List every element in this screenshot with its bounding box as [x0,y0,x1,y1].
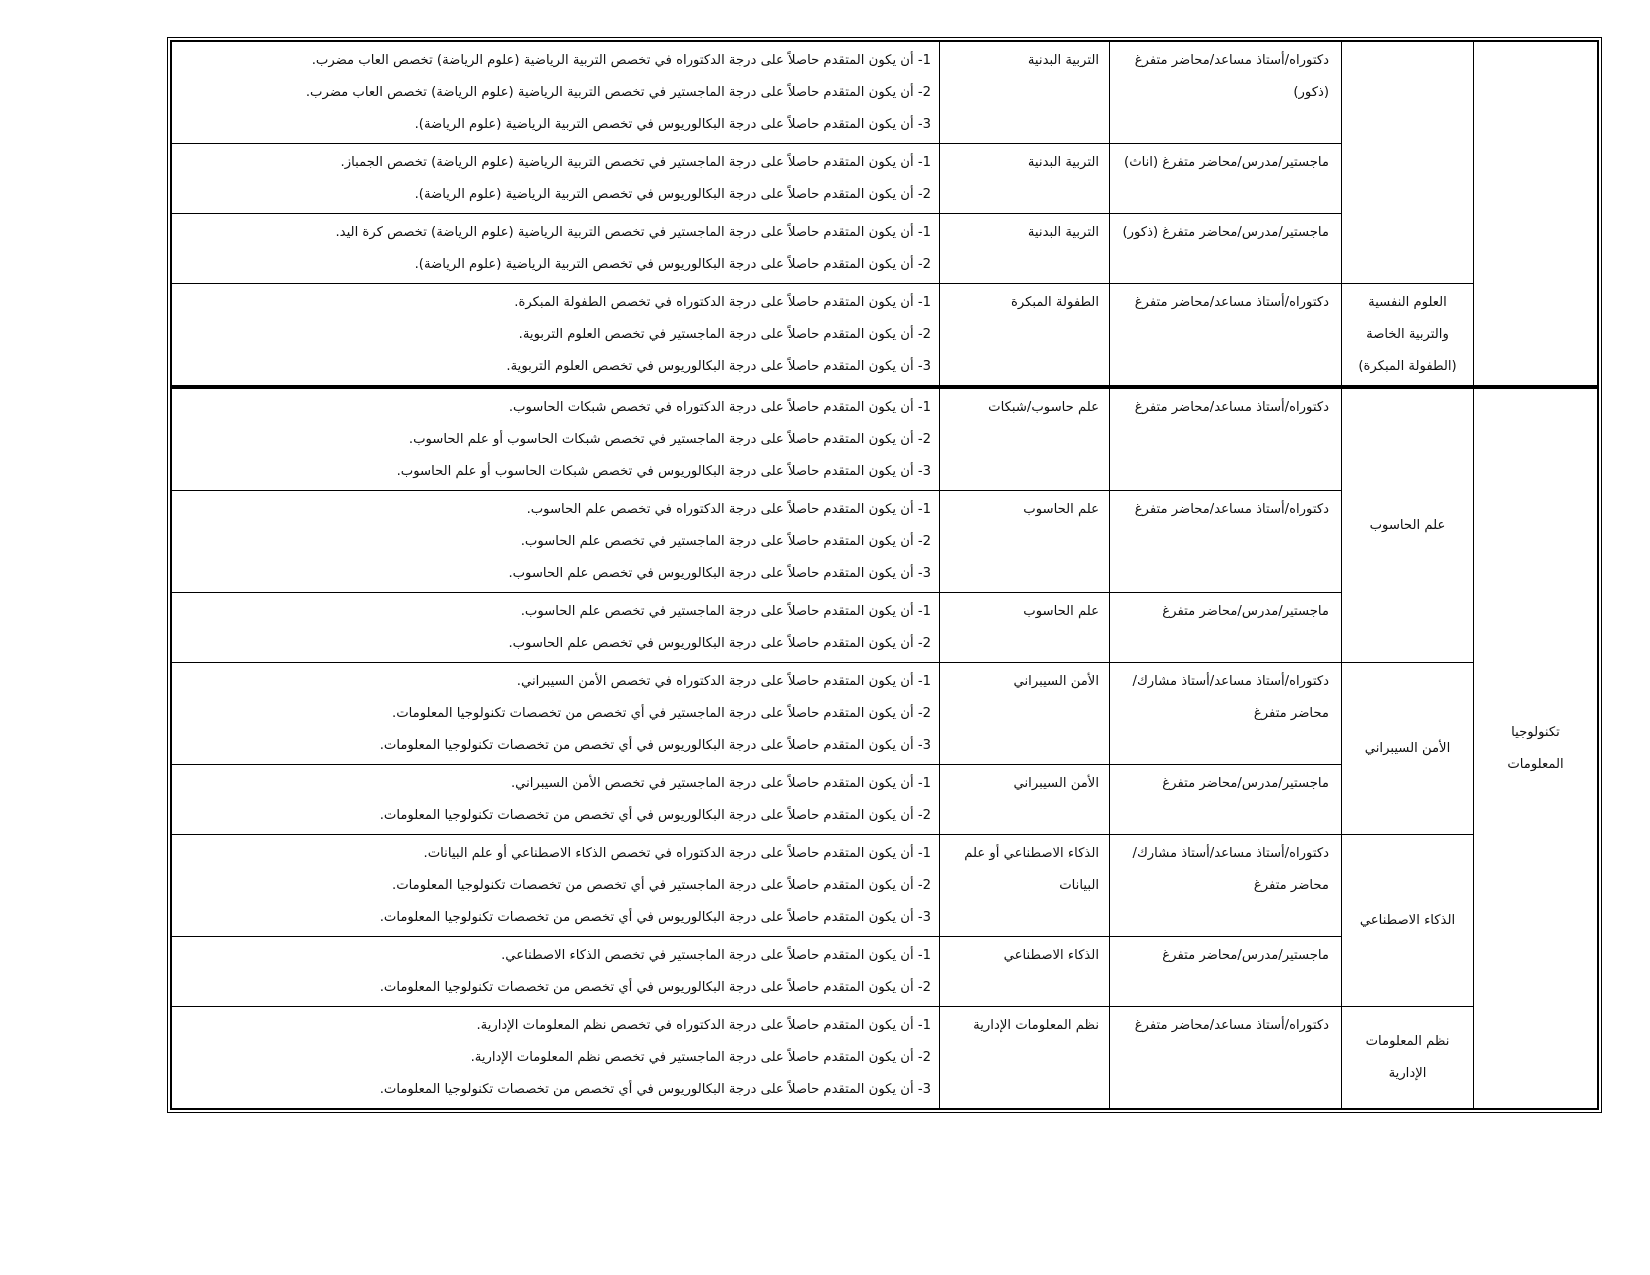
specialization-cell: علم الحاسوب [940,593,1110,663]
degree-cell: دكتوراه/أستاذ مساعد/محاضر متفرغ [1110,1007,1342,1109]
conditions-cell [172,214,940,284]
condition-item: 1- أن يكون المتقدم حاصلاً على درجة الدكتوراه في تخصص نظم المعلومات الإدارية. [476,1018,931,1033]
table-row [172,284,1598,388]
condition-item: 1- أن يكون المتقدم حاصلاً على درجة الدكتوراه في تخصص شبكات الحاسوب. [508,400,931,415]
specialization-cell: علم حاسوب/شبكات [940,387,1110,491]
condition-item: 3- أن يكون المتقدم حاصلاً على درجة البكالوريوس في أي تخصص من تخصصات تكنولوجيا المعلومات. [379,1082,931,1097]
degree-cell: دكتوراه/أستاذ مساعد/محاضر متفرغ [1110,387,1342,491]
specialization-cell: علم الحاسوب [940,491,1110,593]
specialization-cell: الأمن السيبراني [940,765,1110,835]
condition-item: 1- أن يكون المتقدم حاصلاً على درجة الدكتوراه في تخصص التربية الرياضية (علوم الرياضة) تخصص العاب مضرب. [311,53,931,68]
condition-item: 2- أن يكون المتقدم حاصلاً على درجة البكالوريوس في تخصص علم الحاسوب. [508,636,931,651]
specialization-cell: الذكاء الاصطناعي أو علم البيانات [940,835,1110,937]
condition-item: 1- أن يكون المتقدم حاصلاً على درجة الماجستير في تخصص الأمن السيبراني. [510,776,931,791]
condition-item: 3- أن يكون المتقدم حاصلاً على درجة البكالوريوس في تخصص العلوم التربوية. [506,359,931,374]
degree-cell: دكتوراه/أستاذ مساعد/أستاذ مشارك/ محاضر متفرغ [1110,835,1342,937]
conditions-cell [172,663,940,765]
department-cell: الأمن السيبراني [1342,663,1474,835]
table-row [172,42,1598,144]
condition-item: 3- أن يكون المتقدم حاصلاً على درجة البكالوريوس في أي تخصص من تخصصات تكنولوجيا المعلومات. [379,910,931,925]
department-cell: الذكاء الاصطناعي [1342,835,1474,1007]
condition-item: 1- أن يكون المتقدم حاصلاً على درجة الدكتوراه في تخصص الطفولة المبكرة. [514,295,931,310]
conditions-cell [172,765,940,835]
condition-item: 1- أن يكون المتقدم حاصلاً على درجة الدكتوراه في تخصص علم الحاسوب. [526,502,931,517]
condition-item: 2- أن يكون المتقدم حاصلاً على درجة الماجستير في تخصص العلوم التربوية. [518,327,931,342]
condition-item: 3- أن يكون المتقدم حاصلاً على درجة البكالوريوس في أي تخصص من تخصصات تكنولوجيا المعلومات. [379,738,931,753]
condition-item: 1- أن يكون المتقدم حاصلاً على درجة الدكتوراه في تخصص الأمن السيبراني. [516,674,931,689]
conditions-cell [172,1007,940,1109]
condition-item: 3- أن يكون المتقدم حاصلاً على درجة البكالوريوس في تخصص علم الحاسوب. [508,566,931,581]
faculty-cell [1474,42,1598,388]
conditions-cell [172,42,940,144]
degree-cell: ماجستير/مدرس/محاضر متفرغ [1110,593,1342,663]
department-cell: نظم المعلومات الإدارية [1342,1007,1474,1109]
conditions-cell [172,593,940,663]
degree-cell: ماجستير/مدرس/محاضر متفرغ [1110,765,1342,835]
condition-item: 2- أن يكون المتقدم حاصلاً على درجة البكالوريوس في أي تخصص من تخصصات تكنولوجيا المعلومات. [379,980,931,995]
specialization-cell: نظم المعلومات الإدارية [940,1007,1110,1109]
condition-item: 2- أن يكون المتقدم حاصلاً على درجة الماجستير في تخصص التربية الرياضية (علوم الرياضة) تخصص العاب مضرب. [305,85,931,100]
specialization-cell: الطفولة المبكرة [940,284,1110,388]
condition-item: 2- أن يكون المتقدم حاصلاً على درجة الماجستير في تخصص شبكات الحاسوب أو علم الحاسوب. [408,432,931,447]
table-row [172,835,1598,937]
condition-item: 2- أن يكون المتقدم حاصلاً على درجة البكالوريوس في تخصص التربية الرياضية (علوم الرياضة). [414,257,931,272]
condition-item: 2- أن يكون المتقدم حاصلاً على درجة الماجستير في تخصص نظم المعلومات الإدارية. [470,1050,931,1065]
department-cell: العلوم النفسية والتربية الخاصة (الطفولة المبكرة) [1342,284,1474,388]
department-cell [1342,42,1474,284]
degree-cell: ماجستير/مدرس/محاضر متفرغ [1110,937,1342,1007]
specialization-cell: الذكاء الاصطناعي [940,937,1110,1007]
condition-item: 2- أن يكون المتقدم حاصلاً على درجة البكالوريوس في أي تخصص من تخصصات تكنولوجيا المعلومات. [379,808,931,823]
condition-item: 2- أن يكون المتقدم حاصلاً على درجة البكالوريوس في تخصص التربية الرياضية (علوم الرياضة). [414,187,931,202]
conditions-cell [172,284,940,388]
specialization-cell: التربية البدنية [940,214,1110,284]
condition-item: 2- أن يكون المتقدم حاصلاً على درجة الماجستير في أي تخصص من تخصصات تكنولوجيا المعلومات. [392,706,931,721]
condition-item: 1- أن يكون المتقدم حاصلاً على درجة الماجستير في تخصص التربية الرياضية (علوم الرياضة) تخصص كرة اليد. [335,225,931,240]
conditions-cell [172,387,940,491]
faculty-cell: تكنولوجيا المعلومات [1474,387,1598,1109]
condition-item: 1- أن يكون المتقدم حاصلاً على درجة الدكتوراه في تخصص الذكاء الاصطناعي أو علم البيانات. [423,846,931,861]
table-row [172,663,1598,765]
degree-cell: دكتوراه/أستاذ مساعد/محاضر متفرغ [1110,284,1342,388]
table-row [172,387,1598,491]
conditions-cell [172,144,940,214]
department-cell: علم الحاسوب [1342,387,1474,663]
conditions-cell [172,835,940,937]
degree-cell: دكتوراه/أستاذ مساعد/أستاذ مشارك/محاضر متفرغ [1110,663,1342,765]
requirements-table-body [172,42,1598,1109]
conditions-cell [172,937,940,1007]
condition-item: 2- أن يكون المتقدم حاصلاً على درجة الماجستير في تخصص علم الحاسوب. [520,534,931,549]
specialization-cell: التربية البدنية [940,42,1110,144]
requirements-table [171,41,1598,1109]
condition-item: 1- أن يكون المتقدم حاصلاً على درجة الماجستير في تخصص علم الحاسوب. [520,604,931,619]
condition-item: 1- أن يكون المتقدم حاصلاً على درجة الماجستير في تخصص الذكاء الاصطناعي. [501,948,931,963]
specialization-cell: الأمن السيبراني [940,663,1110,765]
table-row [172,1007,1598,1109]
degree-cell: دكتوراه/أستاذ مساعد/محاضر متفرغ (ذكور) [1110,42,1342,144]
requirements-table-frame [167,37,1602,1113]
degree-cell: ماجستير/مدرس/محاضر متفرغ (ذكور) [1110,214,1342,284]
conditions-cell [172,491,940,593]
condition-item: 1- أن يكون المتقدم حاصلاً على درجة الماجستير في تخصص التربية الرياضية (علوم الرياضة) تخصص الجمباز. [340,155,931,170]
specialization-cell: التربية البدنية [940,144,1110,214]
degree-cell: ماجستير/مدرس/محاضر متفرغ (اناث) [1110,144,1342,214]
degree-cell: دكتوراه/أستاذ مساعد/محاضر متفرغ [1110,491,1342,593]
condition-item: 3- أن يكون المتقدم حاصلاً على درجة البكالوريوس في تخصص شبكات الحاسوب أو علم الحاسوب. [396,464,931,479]
condition-item: 2- أن يكون المتقدم حاصلاً على درجة الماجستير في أي تخصص من تخصصات تكنولوجيا المعلومات. [392,878,931,893]
condition-item: 3- أن يكون المتقدم حاصلاً على درجة البكالوريوس في تخصص التربية الرياضية (علوم الرياضة). [414,117,931,132]
